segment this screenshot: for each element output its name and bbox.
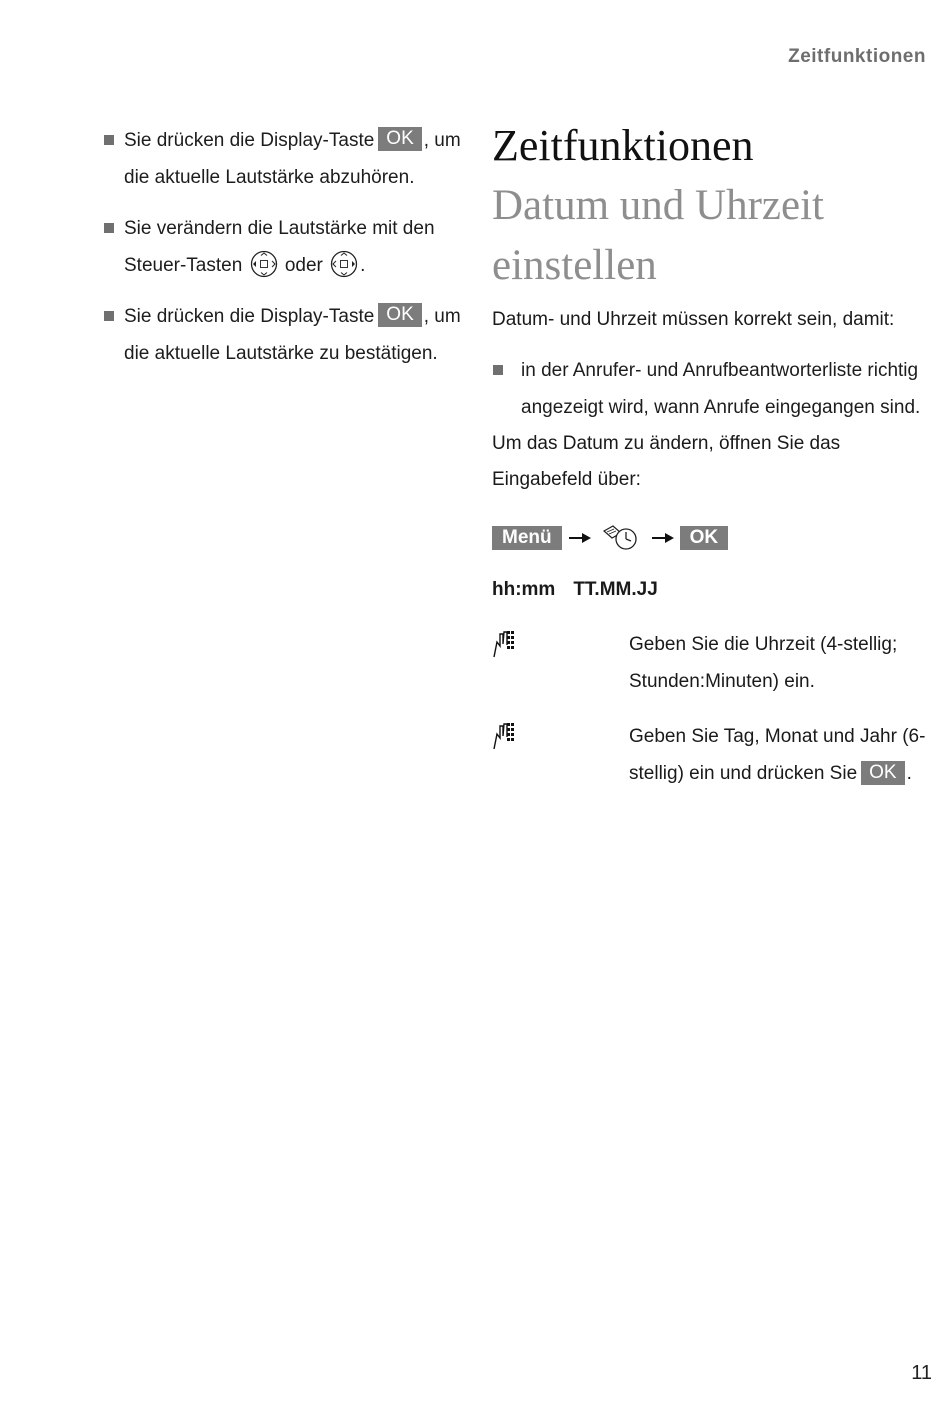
- step-text: Geben Sie die Uhrzeit (4-stellig; Stunden:Minuten) ein.: [629, 634, 898, 692]
- bullet-square-icon: [493, 365, 503, 375]
- menu-key-label: Menü: [492, 526, 562, 550]
- ok-key-label: OK: [378, 303, 421, 327]
- list-item: [103, 122, 473, 196]
- right-column: [492, 118, 937, 792]
- bullet-square-icon: [104, 135, 114, 145]
- bullet-text-after: , um die aktuelle Lautstärke abzuhören.: [124, 130, 461, 188]
- ok-key-label: OK: [861, 761, 904, 785]
- nav-key-left-icon: [250, 250, 278, 278]
- bullet-text-before: Sie drücken die Display-Taste: [124, 306, 375, 327]
- bullet-text-before: Sie verändern die Lautstärke mit den Steuer-Tasten: [124, 218, 435, 276]
- input-format: [492, 572, 937, 608]
- page-number: 11: [911, 1362, 932, 1384]
- bullet-square-icon: [104, 223, 114, 233]
- list-item: [103, 210, 473, 284]
- bullet-text-after: .: [360, 255, 366, 276]
- list-item: [492, 352, 937, 426]
- menu-path: [492, 520, 937, 556]
- keypad-input-icon: [492, 720, 518, 750]
- bullet-text-before: Sie drücken die Display-Taste: [124, 130, 375, 151]
- running-header: Zeitfunktionen: [788, 46, 926, 67]
- step-text: [629, 718, 937, 792]
- bullet-text-after: , um die aktuelle Lautstärke zu bestätigen.: [124, 306, 461, 364]
- arrow-right-icon: [651, 531, 677, 545]
- ok-key-label: OK: [680, 526, 729, 550]
- left-column: [103, 122, 473, 372]
- step-text-after: .: [906, 763, 912, 784]
- clock-menu-icon: [601, 523, 641, 553]
- list-item: [103, 298, 473, 372]
- bullet-text-between: oder: [284, 255, 323, 276]
- time-format: hh:mm: [492, 579, 556, 600]
- arrow-right-icon: [568, 531, 594, 545]
- step-item: [492, 718, 937, 792]
- keypad-input-icon: [492, 628, 518, 658]
- bullet-square-icon: [104, 311, 114, 321]
- date-format: TT.MM.JJ: [573, 579, 658, 600]
- step-item: [492, 626, 937, 700]
- section-title: Zeitfunktionen: [492, 121, 754, 170]
- section-subtitle: Datum und Uhrzeit einstellen: [492, 182, 824, 289]
- instruction-paragraph: Um das Datum zu ändern, öffnen Sie das Eingabefeld über:: [492, 433, 841, 490]
- bullet-text: in der Anrufer- und Anrufbeantworterliste richtig angezeigt wird, wann Anrufe eingegangen sind.: [521, 360, 921, 418]
- intro-text: Datum- und Uhrzeit müssen korrekt sein, damit:: [492, 309, 895, 330]
- ok-key-label: OK: [378, 127, 421, 151]
- nav-key-right-icon: [330, 250, 358, 278]
- step-text-before: Geben Sie Tag, Monat und Jahr (6-stellig) ein und drücken Sie: [629, 726, 926, 784]
